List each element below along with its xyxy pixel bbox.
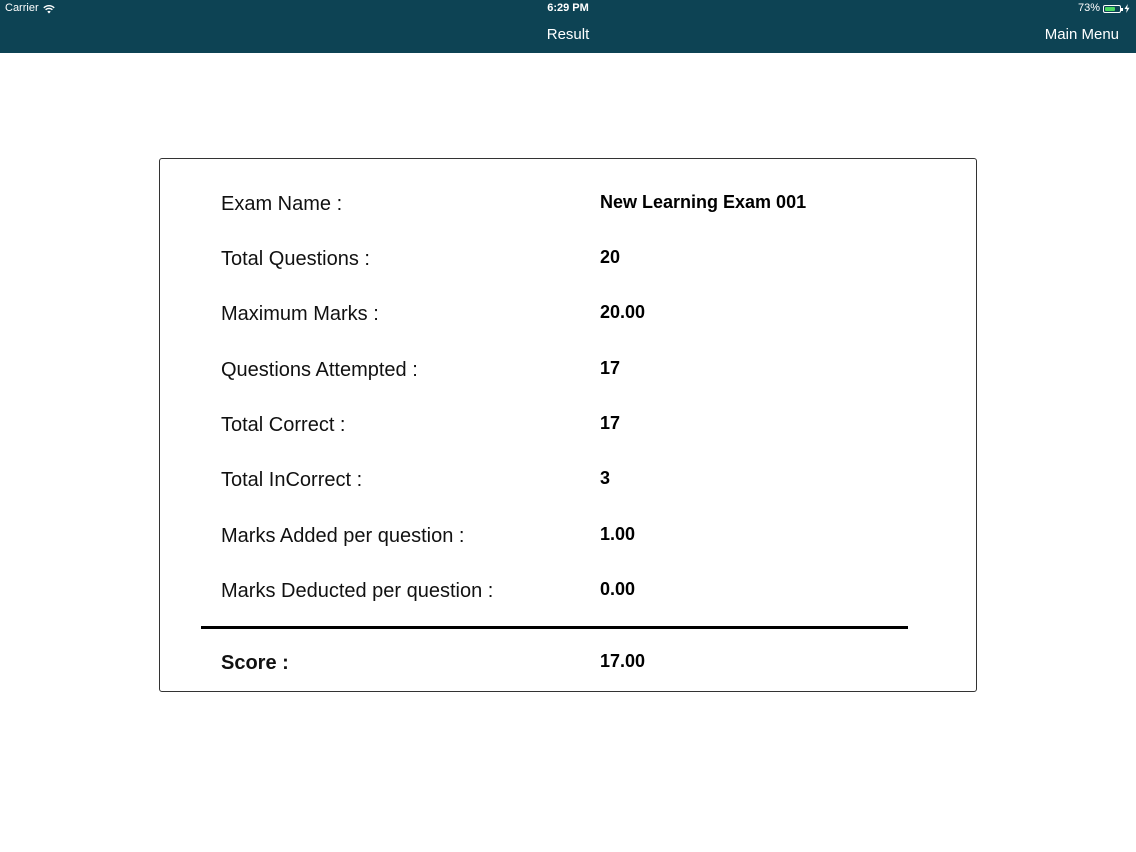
- total-questions-value: 20: [600, 247, 621, 267]
- total-correct-row: [221, 410, 921, 440]
- status-time: 6:29 PM: [547, 2, 589, 14]
- maximum-marks-value: 20.00: [600, 302, 646, 322]
- battery-group: [1078, 0, 1130, 17]
- marks-added-value: 1.00: [600, 524, 636, 544]
- total-correct-value: 17: [600, 413, 621, 433]
- score-label: Score :: [221, 652, 289, 674]
- marks-deducted-value: 0.00: [600, 579, 636, 599]
- result-card: [159, 158, 977, 692]
- total-incorrect-value: 3: [600, 468, 611, 488]
- score-value: 17.00: [600, 651, 646, 671]
- total-incorrect-row: [221, 465, 921, 495]
- questions-attempted-row: [221, 355, 921, 385]
- marks-deducted-label: Marks Deducted per question :: [221, 580, 494, 602]
- exam-name-row: [221, 189, 921, 219]
- exam-name-label: Exam Name :: [221, 193, 343, 215]
- questions-attempted-label: Questions Attempted :: [221, 359, 418, 381]
- total-questions-label: Total Questions :: [221, 248, 370, 270]
- total-correct-label: Total Correct :: [221, 414, 346, 436]
- exam-name-value: New Learning Exam 001: [600, 192, 807, 212]
- marks-deducted-row: [221, 576, 921, 606]
- battery-percent: 73%: [1077, 2, 1100, 14]
- page-title: Result: [546, 26, 590, 43]
- maximum-marks-label: Maximum Marks :: [221, 303, 379, 325]
- marks-added-label: Marks Added per question :: [221, 525, 465, 547]
- questions-attempted-value: 17: [600, 358, 621, 378]
- battery-fill: [1105, 7, 1115, 11]
- navigation-bar: [0, 17, 1136, 53]
- score-row: [221, 648, 921, 678]
- maximum-marks-row: [221, 299, 921, 329]
- marks-added-row: [221, 521, 921, 551]
- battery-tip: [1121, 8, 1123, 11]
- battery-icon: [1103, 5, 1121, 13]
- score-divider: [201, 626, 908, 629]
- carrier-label: Carrier: [5, 2, 39, 14]
- top-bar: [0, 0, 1136, 53]
- charging-bolt-icon: [1124, 4, 1130, 13]
- total-incorrect-label: Total InCorrect :: [221, 469, 363, 491]
- total-questions-row: [221, 244, 921, 274]
- main-menu-button[interactable]: Main Menu: [1044, 26, 1119, 43]
- status-bar: [0, 0, 1136, 17]
